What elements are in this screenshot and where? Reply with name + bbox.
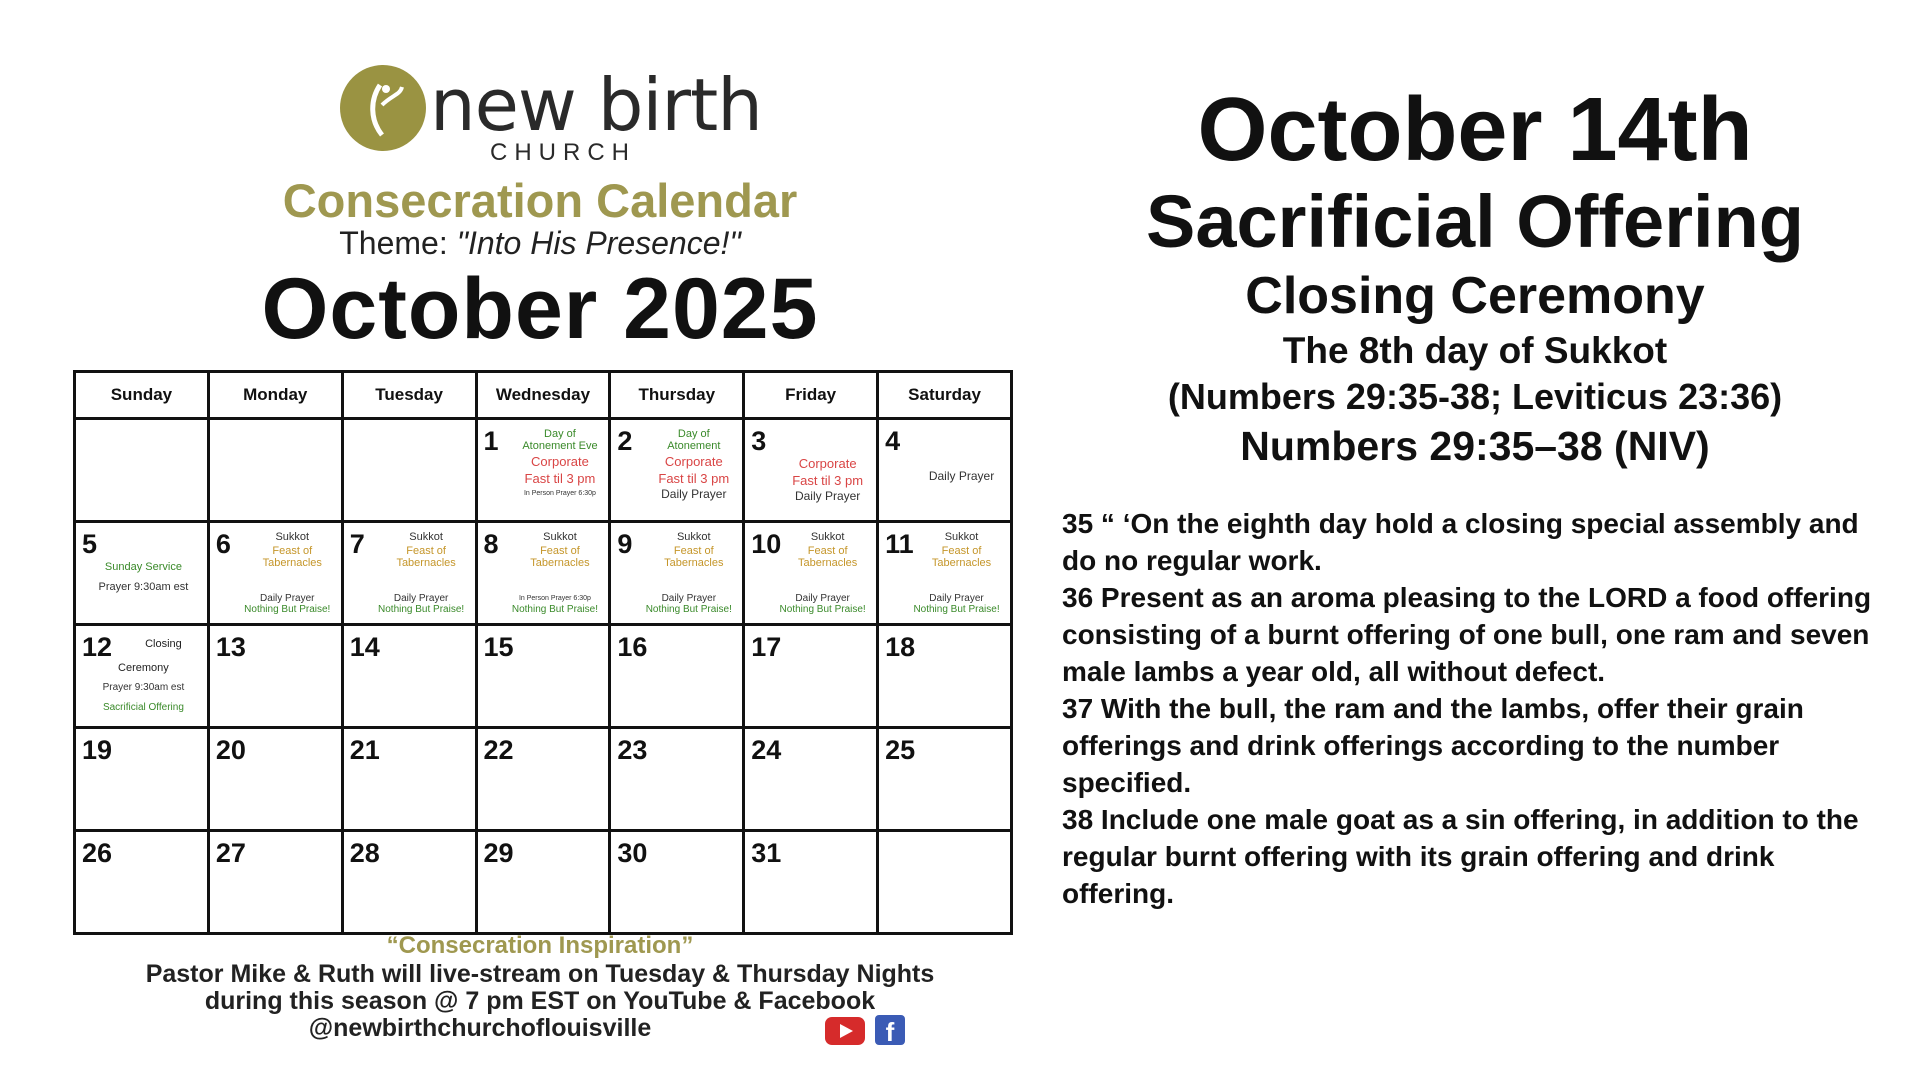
logo-church-text: CHURCH	[490, 139, 636, 166]
reading-ceremony: Closing Ceremony	[1245, 267, 1705, 325]
calendar-grid	[73, 370, 1013, 935]
event-in-person-prayer: In Person Prayer 6:30p	[523, 490, 596, 497]
event-feast-of: Feast of	[807, 545, 848, 557]
day-events	[785, 456, 870, 504]
weekday-header: Thursday	[610, 372, 744, 419]
event-tabernacles: Tabernacles	[396, 557, 456, 569]
reading-day: The 8th day of Sukkot	[1282, 330, 1668, 371]
reading-subtitle: Sacrificial Offering	[1146, 180, 1804, 263]
event-nothing-but-praise: Nothing But Praise!	[378, 604, 465, 615]
empty-day-cell	[342, 419, 476, 522]
day-number: 4	[885, 426, 901, 456]
event-feast-of: Feast of	[540, 545, 580, 557]
day-events	[651, 531, 736, 571]
inspiration-heading: “Consecration Inspiration”	[386, 932, 694, 959]
day-cell-20	[208, 728, 342, 831]
event-ceremony: Ceremony	[118, 662, 169, 674]
weekday-header: Wednesday	[476, 372, 610, 419]
day-cell-1	[476, 419, 610, 522]
day-events	[84, 662, 203, 718]
day-cell-29	[476, 831, 610, 934]
event-sukkot: Sukkot	[275, 531, 310, 543]
day-cell-27	[208, 831, 342, 934]
event-fast: Fast til 3 pm	[792, 473, 864, 488]
event-sukkot: Sukkot	[944, 531, 979, 543]
footer-line-1: Pastor Mike & Ruth will live-stream on Tuesday & Thursday Nights	[145, 960, 935, 988]
day-cell-23	[610, 728, 744, 831]
day-cell-10	[744, 522, 878, 625]
day-number: 13	[215, 632, 246, 662]
day-events	[250, 531, 335, 571]
church-logo	[340, 63, 762, 175]
event-sukkot: Sukkot	[676, 531, 711, 543]
day-cell-5	[75, 522, 209, 625]
event-daily-prayer: Daily Prayer	[260, 593, 315, 604]
event-prayer-930: Prayer 9:30am est	[102, 682, 185, 693]
day-number: 27	[215, 838, 246, 868]
empty-day-cell	[75, 419, 209, 522]
event-sukkot: Sukkot	[543, 531, 577, 543]
event-tabernacles: Tabernacles	[530, 557, 590, 569]
calendar-week	[75, 728, 1012, 831]
day-number: 1	[483, 426, 499, 456]
day-number: 18	[885, 632, 916, 662]
day-events	[785, 531, 870, 571]
day-number: 23	[617, 735, 648, 765]
event-daily-prayer: Daily Prayer	[661, 487, 727, 501]
day-number: 10	[751, 529, 782, 559]
day-cell-11	[878, 522, 1012, 625]
day-events	[919, 470, 1004, 484]
calendar-month: October 2025	[261, 261, 819, 357]
day-number: 19	[82, 735, 113, 765]
event-prayer-930: Prayer 9:30am est	[98, 581, 189, 593]
day-events-lower	[374, 593, 469, 615]
day-cell-15	[476, 625, 610, 728]
day-cell-16	[610, 625, 744, 728]
day-number: 6	[215, 529, 231, 559]
day-cell-13	[208, 625, 342, 728]
weekday-header-row	[75, 372, 1012, 419]
event-tabernacles: Tabernacles	[931, 557, 992, 569]
event-fast: Fast til 3 pm	[524, 471, 596, 486]
event-nothing-but-praise: Nothing But Praise!	[779, 604, 866, 615]
day-number: 20	[215, 735, 246, 765]
day-cell-4	[878, 419, 1012, 522]
day-number: 3	[751, 426, 767, 456]
day-cell-21	[342, 728, 476, 831]
event-nothing-but-praise: Nothing But Praise!	[645, 604, 732, 615]
calendar-week	[75, 831, 1012, 934]
day-number: 26	[82, 838, 113, 868]
day-events	[518, 428, 603, 502]
footer-line-2: during this season @ 7 pm EST on YouTube & Facebook	[204, 987, 876, 1015]
weekday-header: Saturday	[878, 372, 1012, 419]
weekday-header: Sunday	[75, 372, 209, 419]
verse-36: 36 Present as an aroma pleasing to the LORD a food offering consisting of a burnt offering of one bull, one ram and seven male lambs a year old, all without defect.	[1062, 582, 1872, 687]
day-number: 21	[349, 735, 380, 765]
event-daily-prayer: Daily Prayer	[928, 469, 995, 483]
calendar-week	[75, 522, 1012, 625]
day-cell-28	[342, 831, 476, 934]
day-number: 28	[349, 838, 380, 868]
day-events-lower	[240, 593, 335, 615]
day-cell-6	[208, 522, 342, 625]
verse-heading: Numbers 29:35–38 (NIV)	[1240, 423, 1710, 469]
verse-text	[1062, 505, 1882, 912]
event-tabernacles: Tabernacles	[664, 557, 724, 569]
day-cell-25	[878, 728, 1012, 831]
event-sacrificial-offering: Sacrificial Offering	[102, 702, 184, 713]
event-nothing-but-praise: Nothing But Praise!	[913, 604, 1000, 615]
calendar-theme	[60, 225, 1020, 262]
day-events-lower	[508, 593, 603, 615]
theme-prefix: Theme:	[339, 225, 457, 261]
day-cell-7	[342, 522, 476, 625]
verse-38: 38 Include one male goat as a sin offering, in addition to the regular burnt offering with its grain offering and drink offering.	[1062, 804, 1859, 909]
day-events-lower	[641, 593, 736, 615]
event-corporate: Corporate	[798, 456, 857, 471]
day-number: 24	[751, 735, 782, 765]
logo-mark-icon	[340, 65, 426, 151]
day-number: 22	[483, 735, 514, 765]
day-number: 30	[617, 838, 648, 868]
facebook-icon: f	[875, 1015, 905, 1045]
event-atonement: Day of Atonement	[667, 428, 721, 452]
event-fast: Fast til 3 pm	[658, 471, 730, 486]
day-number: 31	[751, 838, 782, 868]
day-events-lower	[775, 593, 870, 615]
verse-37: 37 With the bull, the ram and the lambs, offer their grain offerings and drink offerings according to the number specified.	[1062, 693, 1804, 798]
day-events-lower	[909, 593, 1004, 615]
calendar-title: Consecration Calendar	[282, 174, 798, 227]
event-sukkot: Sukkot	[409, 531, 443, 543]
event-daily-prayer: Daily Prayer	[794, 489, 861, 503]
event-sukkot: Sukkot	[810, 531, 845, 543]
day-number: 14	[349, 632, 380, 662]
day-number: 12	[82, 632, 113, 662]
day-number: 9	[617, 529, 633, 559]
event-tabernacles: Tabernacles	[262, 557, 322, 569]
weekday-header: Friday	[744, 372, 878, 419]
calendar-week	[75, 625, 1012, 728]
event-nothing-but-praise: Nothing But Praise!	[511, 604, 599, 615]
day-number: 8	[483, 529, 499, 559]
event-in-person-prayer: In Person Prayer 6:30p	[518, 595, 591, 602]
event-daily-prayer: Daily Prayer	[661, 593, 717, 604]
day-cell-19	[75, 728, 209, 831]
day-number: 16	[617, 632, 648, 662]
social-handle: @newbirthchurchoflouisville	[308, 1014, 652, 1042]
day-cell-26	[75, 831, 209, 934]
calendar-week	[75, 419, 1012, 522]
reading-panel	[1060, 80, 1890, 472]
day-number: 25	[885, 735, 916, 765]
event-tabernacles: Tabernacles	[797, 557, 858, 569]
calendar-panel	[60, 55, 1020, 1055]
event-corporate: Corporate	[531, 454, 589, 469]
day-cell-18	[878, 625, 1012, 728]
event-atonement-eve: Day of Atonement Eve	[522, 428, 598, 452]
day-cell-3	[744, 419, 878, 522]
day-cell-17	[744, 625, 878, 728]
event-feast-of: Feast of	[272, 545, 313, 557]
event-daily-prayer: Daily Prayer	[393, 593, 449, 604]
day-events	[919, 531, 1004, 571]
day-cell-14	[342, 625, 476, 728]
day-number: 17	[751, 632, 782, 662]
day-cell-31	[744, 831, 878, 934]
event-feast-of: Feast of	[406, 545, 446, 557]
reading-date-title: October 14th	[1197, 80, 1753, 180]
event-sunday-service: Sunday Service	[104, 561, 182, 573]
empty-day-cell	[208, 419, 342, 522]
day-cell-12	[75, 625, 209, 728]
weekday-header: Monday	[208, 372, 342, 419]
day-cell-8	[476, 522, 610, 625]
logo-wordmark: new birth	[430, 63, 762, 147]
empty-day-cell	[878, 831, 1012, 934]
day-cell-9	[610, 522, 744, 625]
day-number: 11	[885, 529, 914, 559]
event-feast-of: Feast of	[673, 545, 714, 557]
weekday-header: Tuesday	[342, 372, 476, 419]
day-events	[86, 561, 201, 595]
day-number: 29	[483, 838, 514, 868]
day-number: 15	[483, 632, 514, 662]
day-cell-2	[610, 419, 744, 522]
day-number: 7	[349, 529, 365, 559]
event-feast-of: Feast of	[941, 545, 982, 557]
day-events	[518, 531, 603, 571]
day-cell-30	[610, 831, 744, 934]
youtube-icon	[825, 1017, 865, 1045]
day-events	[651, 428, 736, 502]
day-number: 5	[82, 529, 98, 559]
event-corporate: Corporate	[664, 454, 723, 469]
reading-references: (Numbers 29:35-38; Leviticus 23:36)	[1167, 376, 1783, 417]
day-events	[384, 531, 469, 571]
day-cell-24	[744, 728, 878, 831]
day-cell-22	[476, 728, 610, 831]
day-number: 2	[617, 426, 633, 456]
event-daily-prayer: Daily Prayer	[795, 593, 850, 604]
event-closing: Closing	[145, 638, 182, 650]
event-daily-prayer: Daily Prayer	[929, 593, 984, 604]
event-nothing-but-praise: Nothing But Praise!	[244, 604, 331, 615]
theme-quote: "Into His Presence!"	[456, 225, 741, 261]
verse-35: 35 “ ‘On the eighth day hold a closing special assembly and do no regular work.	[1062, 508, 1859, 576]
